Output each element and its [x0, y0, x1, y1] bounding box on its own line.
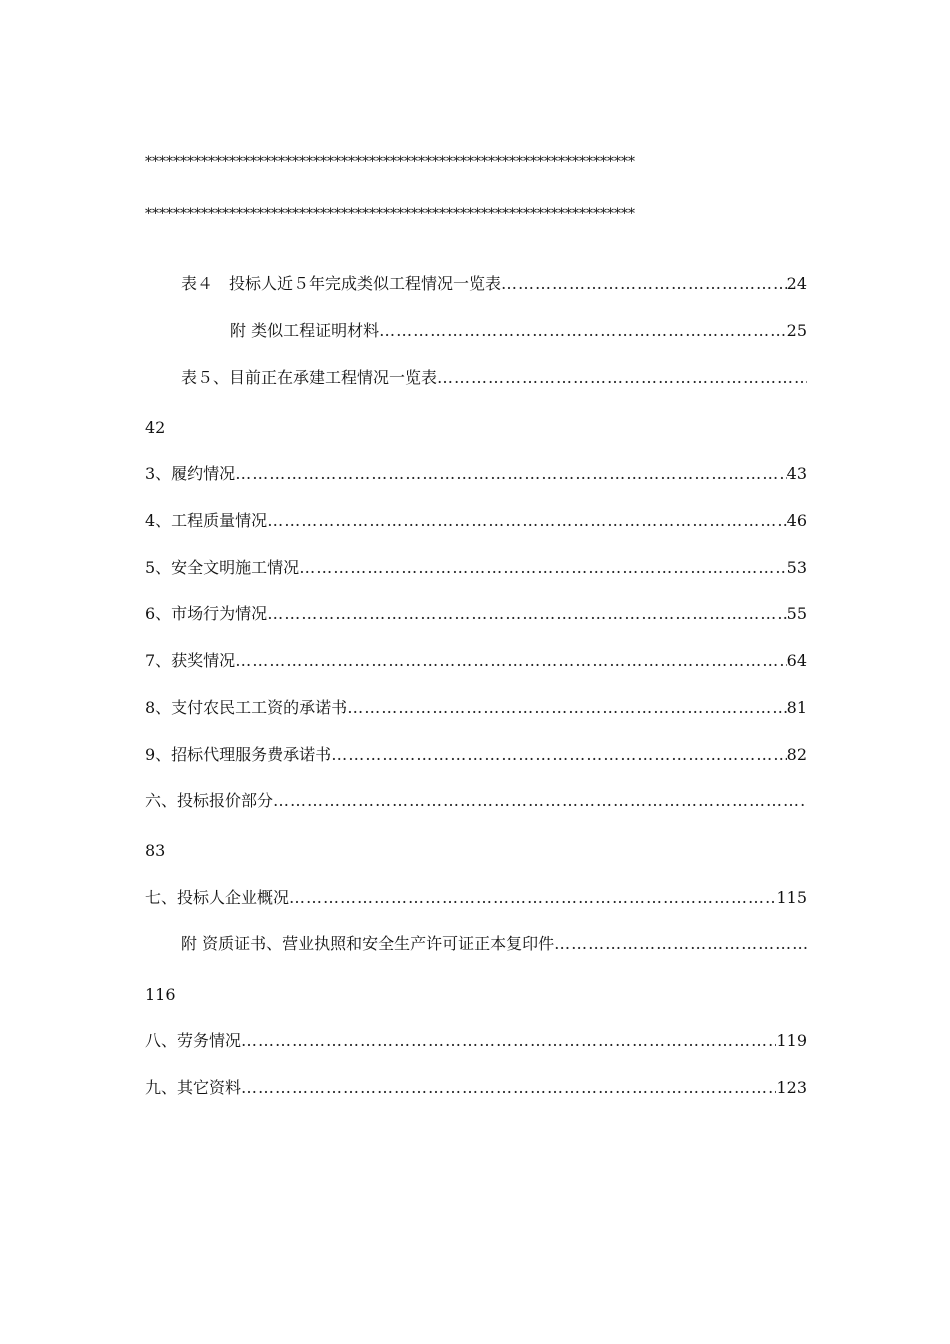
toc-leader-dots [241, 1028, 776, 1054]
toc-entry-page: 53 [786, 558, 807, 577]
toc-leader-dots [554, 931, 807, 957]
toc-leader-dots [379, 318, 787, 344]
toc-entry-page: 81 [786, 698, 807, 717]
toc-entry-title: 附 资质证书、营业执照和安全生产许可证正本复印件 [181, 934, 555, 953]
toc-entry[interactable] [145, 601, 807, 627]
toc-entry-title: 表５、目前正在承建工程情况一览表 [181, 368, 438, 387]
toc-entry-title: 4、工程质量情况 [145, 511, 268, 530]
toc-entry-page: 46 [786, 511, 807, 530]
toc-leader-dots [289, 885, 776, 911]
toc-entry[interactable] [145, 1028, 807, 1054]
toc-leader-dots [235, 648, 786, 674]
toc-entry[interactable] [145, 885, 807, 911]
toc-entry[interactable] [145, 788, 807, 814]
toc-entry[interactable] [181, 931, 807, 957]
toc-entry-title: 9、招标代理服务费承诺书 [145, 745, 332, 764]
toc-leader-dots [437, 365, 807, 391]
toc-entry[interactable] [145, 508, 807, 534]
toc-entry-page: 43 [786, 464, 807, 483]
toc-entry-page: 25 [786, 321, 807, 340]
toc-entry-title: 8、支付农民工工资的承诺书 [145, 698, 348, 717]
toc-entry[interactable] [145, 1075, 807, 1101]
toc-entry-title: 六、投标报价部分 [145, 791, 274, 810]
toc-leader-dots [235, 461, 786, 487]
toc-entry-page-wrapped: 116 [145, 985, 176, 1004]
separator-line: ********************************************************************** [145, 154, 635, 170]
toc-leader-dots [273, 788, 807, 814]
toc-entry-title: 5、安全文明施工情况 [145, 558, 300, 577]
toc-entry-page: 24 [786, 274, 807, 293]
toc-entry[interactable] [145, 695, 807, 721]
toc-entry-page: 123 [776, 1078, 807, 1097]
toc-entry-page-wrapped: 42 [145, 418, 166, 437]
toc-leader-dots [347, 695, 786, 721]
toc-entry[interactable] [145, 648, 807, 674]
toc-entry[interactable] [181, 271, 807, 297]
toc-entry-title: 七、投标人企业概况 [145, 888, 290, 907]
toc-entry-title: 3、履约情况 [145, 464, 236, 483]
toc-entry[interactable] [145, 461, 807, 487]
toc-entry-title: 表４ 投标人近５年完成类似工程情况一览表 [181, 274, 502, 293]
toc-entry-page: 82 [786, 745, 807, 764]
toc-leader-dots [331, 742, 786, 768]
toc-entry[interactable] [181, 365, 807, 391]
toc-entry-page: 115 [776, 888, 807, 907]
toc-leader-dots [267, 508, 786, 534]
toc-leader-dots [299, 555, 786, 581]
toc-entry-page: 55 [786, 604, 807, 623]
toc-entry-title: 附 类似工程证明材料 [230, 321, 380, 340]
toc-leader-dots [267, 601, 786, 627]
toc-entry-page: 119 [776, 1031, 807, 1050]
toc-leader-dots [241, 1075, 776, 1101]
toc-entry-title: 6、市场行为情况 [145, 604, 268, 623]
toc-entry[interactable] [230, 318, 807, 344]
toc-entry[interactable] [145, 555, 807, 581]
toc-entry-title: 八、劳务情况 [145, 1031, 242, 1050]
separator-line: ********************************************************************** [145, 206, 635, 222]
toc-entry-page-wrapped: 83 [145, 841, 166, 860]
toc-entry-page: 64 [786, 651, 807, 670]
toc-entry-title: 7、获奖情况 [145, 651, 236, 670]
toc-leader-dots [501, 271, 787, 297]
toc-entry-title: 九、其它资料 [145, 1078, 242, 1097]
toc-entry[interactable] [145, 742, 807, 768]
